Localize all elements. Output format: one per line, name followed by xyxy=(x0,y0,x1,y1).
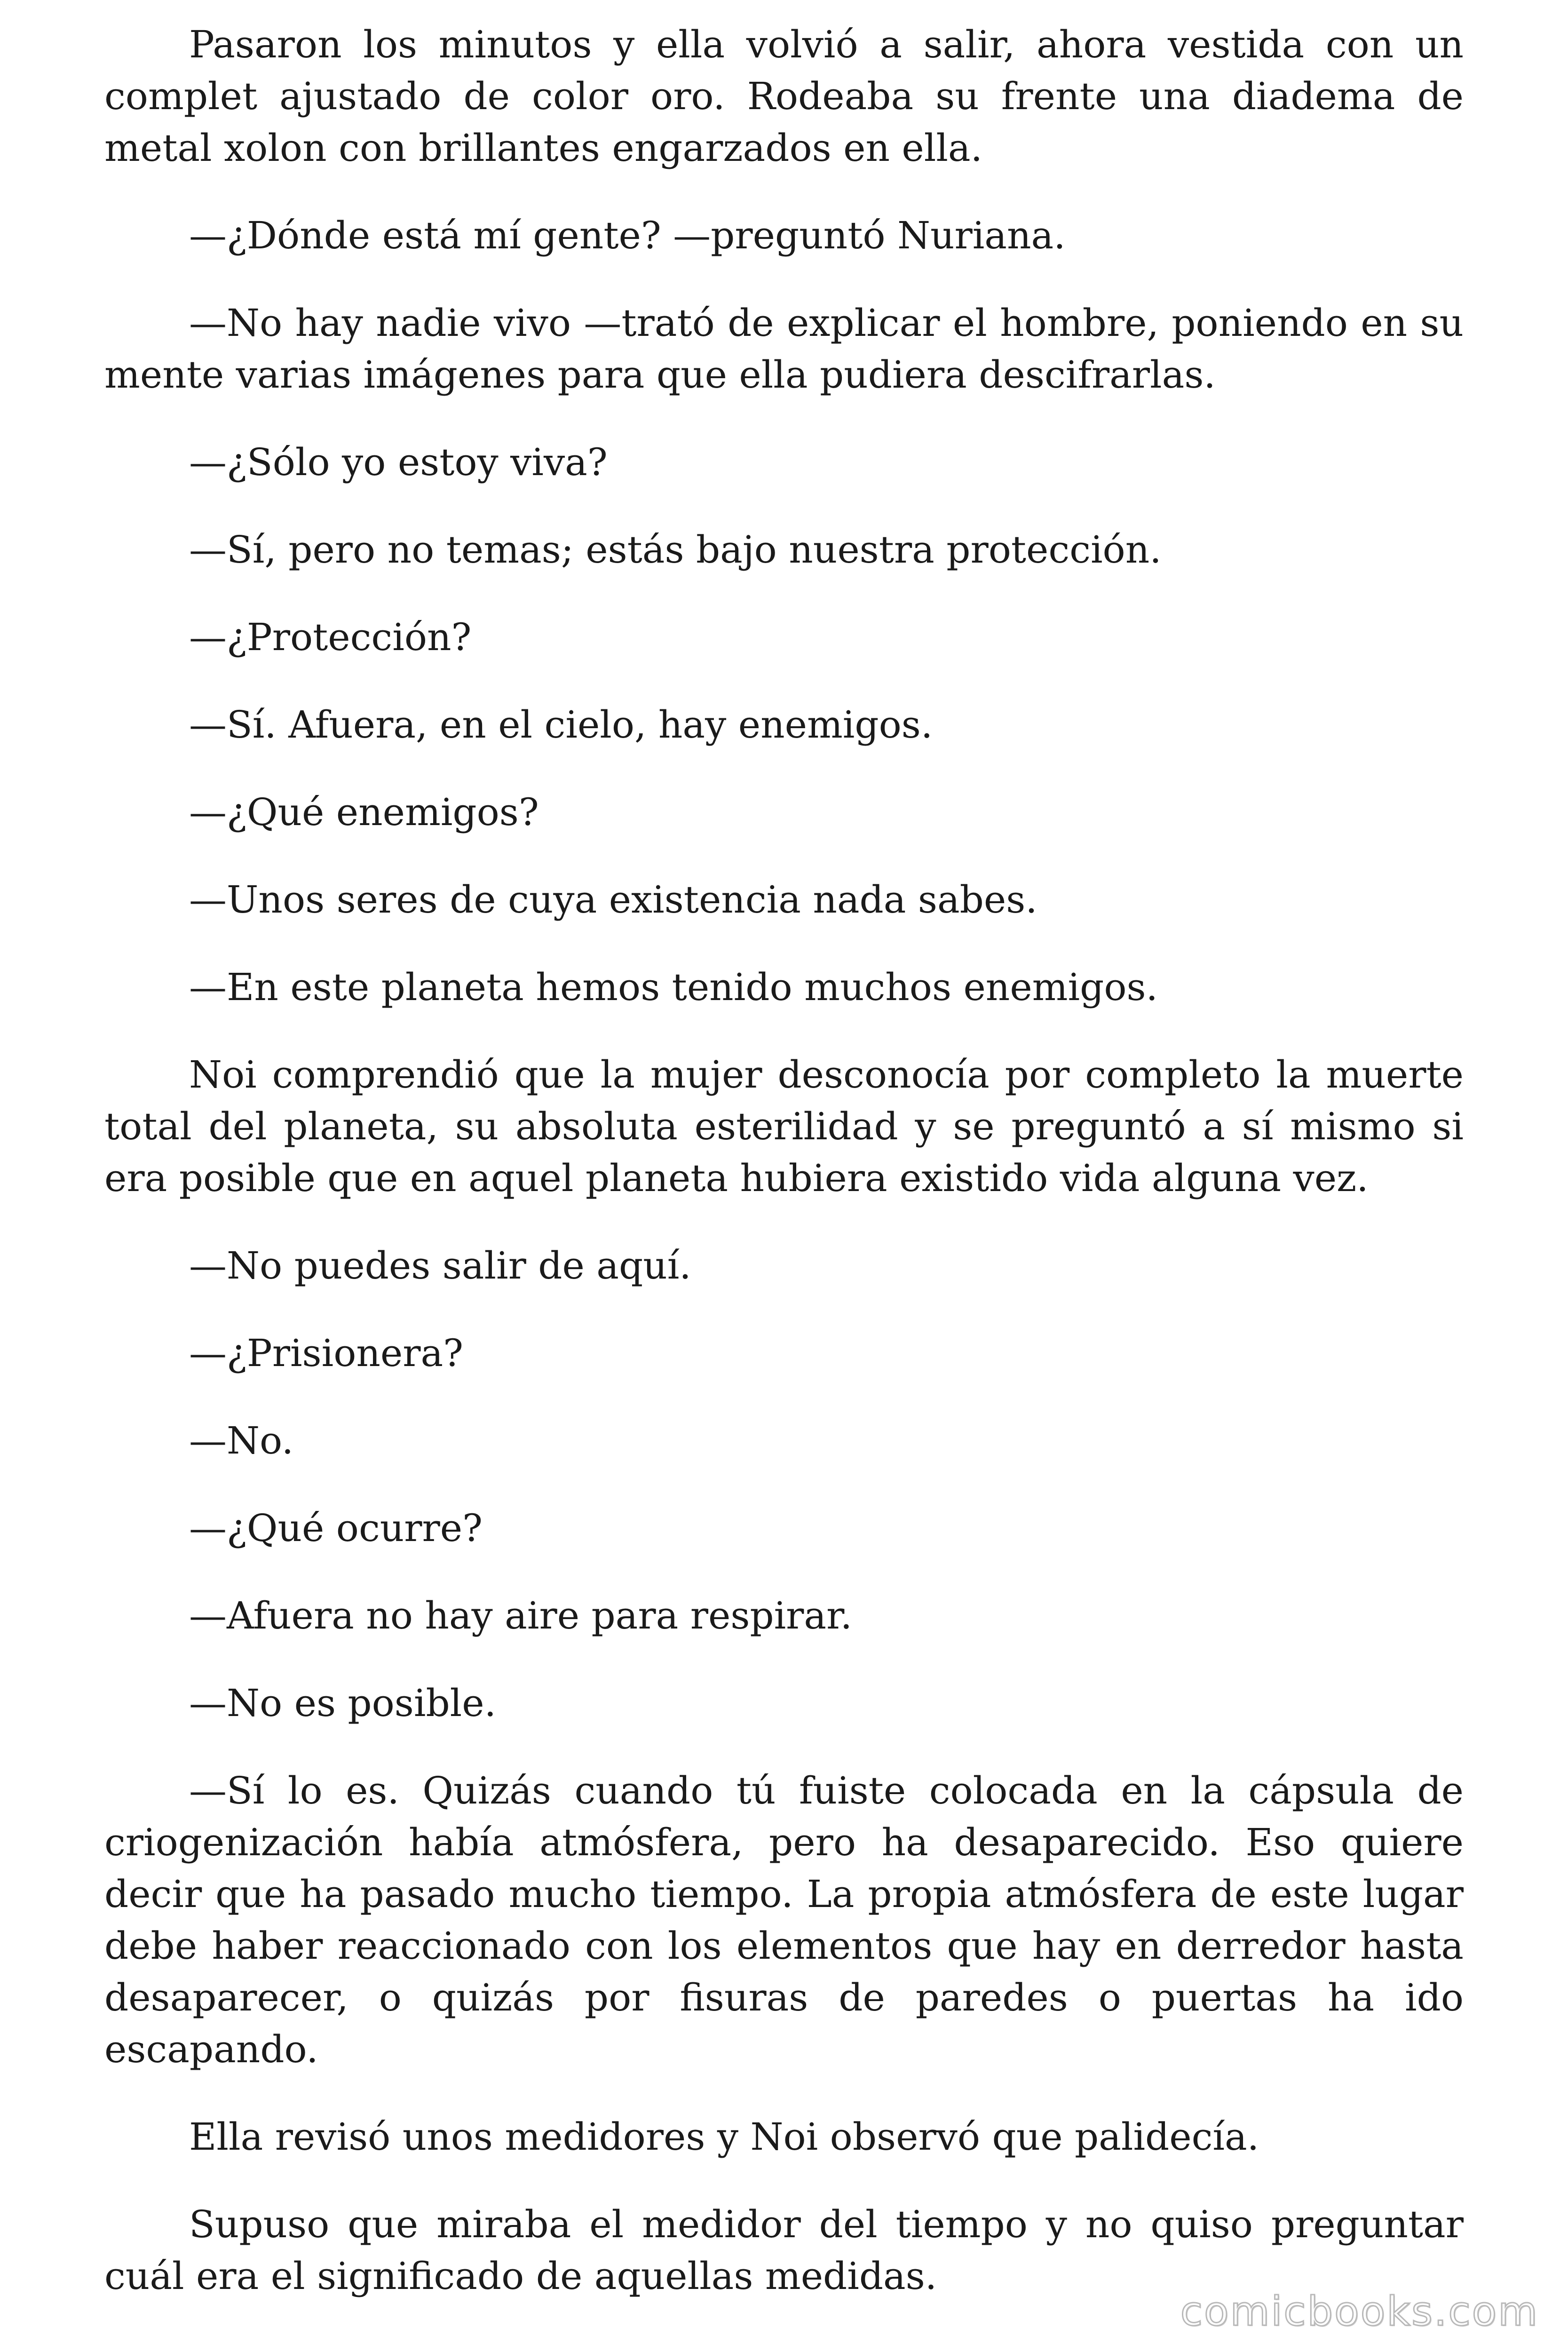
paragraph: —¿Protección? xyxy=(189,615,472,659)
paragraph: —Sí. Afuera, en el cielo, hay enemigos. xyxy=(189,703,933,747)
paragraph: —En este planeta hemos tenido muchos enemigos. xyxy=(189,965,1158,1009)
paragraph: —No hay nadie vivo —trató de explicar el hombre, poniendo en su mente varias imágenes para que ella pudiera descifrarlas. xyxy=(104,301,1464,397)
paragraph: —¿Dónde está mí gente? —preguntó Nuriana. xyxy=(189,214,1066,257)
paragraph: —Sí lo es. Quizás cuando tú fuiste colocada en la cápsula de criogenización había atmósfera, pero ha desaparecido. Eso quiere decir que ha pasado mucho tiempo. La propia atmósfera de este lugar debe haber reaccionado con los elementos que hay en derredor hasta desaparecer, o quizás por fisuras de paredes o puertas ha ido escapando. xyxy=(104,1769,1464,2071)
paragraph: —No es posible. xyxy=(189,1681,497,1725)
paragraph: —Afuera no hay aire para respirar. xyxy=(189,1594,852,1637)
paragraph: —No. xyxy=(189,1419,294,1462)
paragraph: —¿Qué enemigos? xyxy=(189,790,539,834)
paragraph: —Unos seres de cuya existencia nada sabes. xyxy=(189,878,1037,922)
paragraph: —No puedes salir de aquí. xyxy=(189,1244,691,1287)
paragraph: —¿Qué ocurre? xyxy=(189,1506,483,1550)
paragraph: Supuso que miraba el medidor del tiempo y no quiso preguntar cuál era el significado de aquellas medidas. xyxy=(104,2202,1464,2298)
paragraph: Noi comprendió que la mujer desconocía por completo la muerte total del planeta, su absoluta esterilidad y se preguntó a sí mismo si era posible que en aquel planeta hubiera existido vida alguna vez. xyxy=(104,1053,1464,1200)
paragraph: —¿Sólo yo estoy viva? xyxy=(189,440,608,484)
paragraph: Ella revisó unos medidores y Noi observó que palidecía. xyxy=(189,2115,1259,2159)
paragraph: —¿Prisionera? xyxy=(189,1331,464,1375)
page-text xyxy=(104,19,1464,2302)
watermark: comicbooks.com xyxy=(1180,2288,1539,2335)
paragraph: Pasaron los minutos y ella volvió a salir, ahora vestida con un complet ajustado de color oro. Rodeaba su frente una diadema de metal xolon con brillantes engarzados en ella. xyxy=(104,23,1464,170)
paragraph: —Sí, pero no temas; estás bajo nuestra protección. xyxy=(189,528,1162,572)
